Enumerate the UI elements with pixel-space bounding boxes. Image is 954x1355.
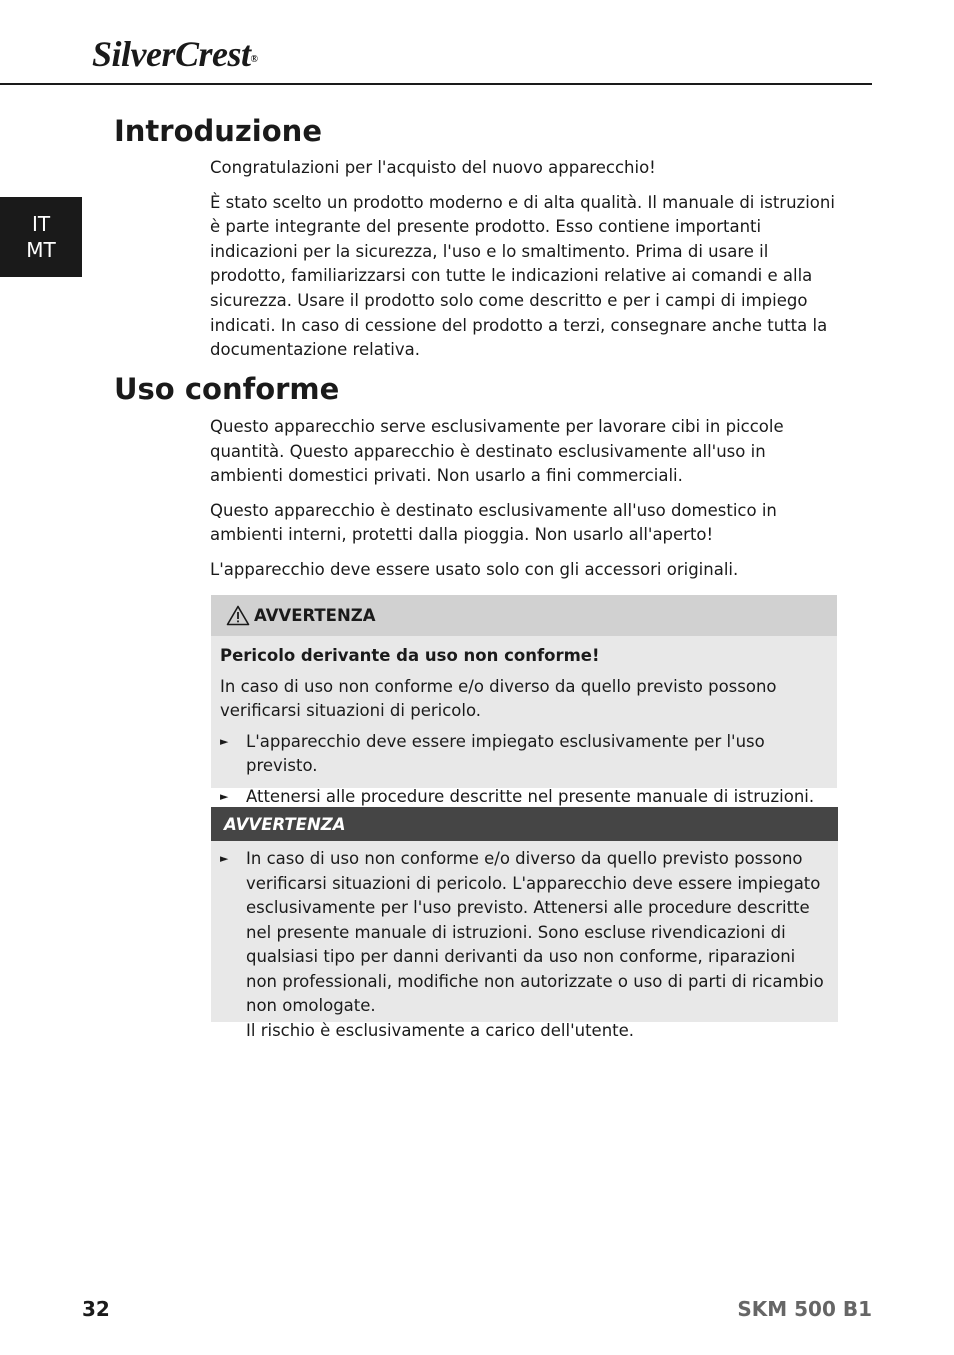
uso-section (210, 415, 842, 593)
intro-section (210, 156, 842, 373)
warning-label: AVVERTENZA (254, 606, 376, 625)
warning-title: Pericolo derivante da uso non conforme! (220, 646, 600, 665)
uso-heading: Uso conforme (114, 372, 340, 406)
warning-box-2-header: AVVERTENZA (211, 807, 838, 841)
language-code-mt: MT (26, 238, 56, 262)
model-number: SKM 500 B1 (737, 1297, 872, 1321)
warning-triangle-icon (226, 605, 250, 626)
list-item: ► L'apparecchio deve essere impiegato esclusivamente per l'uso previsto. (220, 730, 827, 779)
intro-heading: Introduzione (114, 114, 322, 148)
intro-paragraph-1: Congratulazioni per l'acquisto del nuovo apparecchio! (210, 158, 656, 177)
uso-paragraph-3: L'apparecchio deve essere usato solo con gli accessori originali. (210, 559, 739, 579)
warning-box-1 (211, 595, 837, 806)
warning-box-1-header (211, 595, 837, 636)
language-code-it: IT (31, 212, 51, 236)
warning-text: In caso di uso non conforme e/o diverso da quello previsto possono verificarsi situazioni di pericolo. (220, 676, 777, 720)
bullet-arrow-icon: ► (220, 789, 229, 803)
language-tab (0, 197, 82, 277)
bullet-arrow-icon: ► (220, 852, 229, 865)
intro-paragraph-2: È stato scelto un prodotto moderno e di alta qualità. Il manuale di istruzioni è parte integrante del presente prodotto. Esso contiene importanti indicazioni per la sicurezza, l'uso e lo smaltimento. Prima di usare il prodotto, familiarizzarsi con tutte le indicazioni relative ai comandi e alla sicurezza. Usare il prodotto solo come descritto e per i campi di impiego indicati. In caso di cessione del prodotto a terzi, consegnare anche tutta la documentazione relativa. (210, 192, 835, 360)
brand-logo: SilverCrest® (92, 34, 258, 74)
list-item: ► Attenersi alle procedure descritte nel presente manuale di istruzioni. (220, 785, 827, 810)
uso-paragraph-1: Questo apparecchio serve esclusivamente per lavorare cibi in piccole quantità. Questo apparecchio è destinato esclusivamente all'uso in ambienti domestici privati. Non usarlo a fini commerciali. (210, 417, 784, 486)
page-number: 32 (82, 1297, 110, 1321)
header-divider (0, 83, 872, 85)
list-item: ► In caso di uso non conforme e/o diverso da quello previsto possono verificarsi situazioni di pericolo. L'apparecchio deve essere impiegato esclusivamente per l'uso previsto. Attenersi alle procedure descritte nel presente manuale di istruzioni. Sono escluse rivendicazioni di qualsiasi tipo per danni derivanti da uso non conforme, riparazioni non professionali, modifiche non autorizzate o uso di parti di ricambio non omologate. Il rischio è esclusivamente a carico dell'utente. (220, 847, 830, 1043)
uso-paragraph-2: Questo apparecchio è destinato esclusivamente all'uso domestico in ambienti interni, protetti dalla pioggia. Non usarlo all'aperto! (210, 500, 777, 545)
bullet-arrow-icon: ► (220, 734, 229, 748)
warning-box-2 (211, 807, 838, 1040)
